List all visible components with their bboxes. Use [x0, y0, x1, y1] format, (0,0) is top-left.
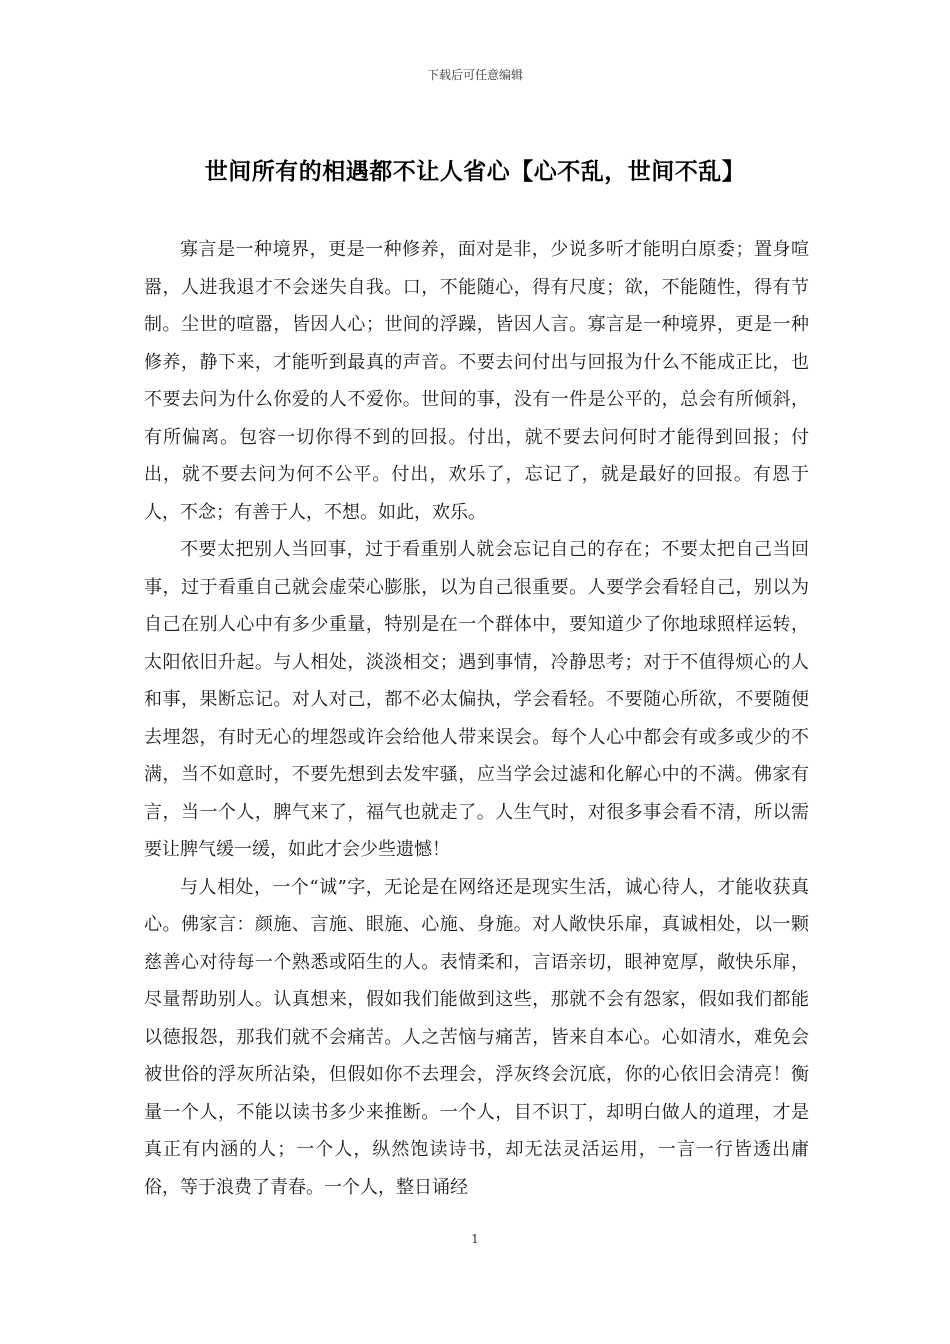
document-body — [144, 231, 809, 1206]
page-header-note: 下载后可任意编辑 — [426, 68, 523, 82]
paragraph-2: 不要太把别人当回事，过于看重别人就会忘记自己的存在；不要太把自己当回事，过于看重自己就会虚荣心膨胀，以为自己很重要。人要学会看轻自己，别以为自己在别人心中有多少重量，特别是在一个群体中，要知道少了你地球照样运转，太阳依旧升起。与人相处，淡淡相交；遇到事情，冷静思考；对于不值得烦心的人和事，果断忘记。对人对己，都不必太偏执，学会看轻。不要随心所欲，不要随便去埋怨，有时无心的埋怨或许会给他人带来误会。每个人心中都会有或多或少的不满，当不如意时，不要先想到去发牢骚，应当学会过滤和化解心中的不满。佛家有言，当一个人，脾气来了，福气也就走了。人生气时，对很多事会看不清，所以需要让脾气缓一缓，如此才会少些遗憾！ — [144, 539, 809, 860]
paragraph-1: 寡言是一种境界，更是一种修养，面对是非，少说多听才能明白原委；置身喧嚣，人进我退才不会迷失自我。口，不能随心，得有尺度；欲，不能随性，得有节制。尘世的喧嚣，皆因人心；世间的浮躁，皆因人言。寡言是一种境界，更是一种修养，静下来，才能听到最真的声音。不要去问付出与回报为什么不能成正比，也不要去问为什么你爱的人不爱你。世间的事，没有一件是公平的，总会有所倾斜，有所偏离。包容一切你得不到的回报。付出，就不要去问何时才能得到回报；付出，就不要去问为何不公平。付出，欢乐了，忘记了，就是最好的回报。有恩于人，不念；有善于人，不想。如此，欢乐。 — [144, 239, 809, 523]
document-title: 世间所有的相遇都不让人省心【心不乱，世间不乱】 — [204, 158, 746, 185]
page-number: 1 — [471, 1232, 479, 1246]
paragraph-3: 与人相处，一个“诚”字，无论是在网络还是现实生活，诚心待人，才能收获真心。佛家言：颜施、言施、眼施、心施、身施。对人敞快乐扉，真诚相处，以一颗慈善心对待每一个熟悉或陌生的人。表情柔和，言语亲切，眼神宽厚，敞快乐扉，尽量帮助别人。认真想来，假如我们能做到这些，那就不会有怨家，假如我们都能以德报怨，那我们就不会痛苦。人之苦恼与痛苦，皆来自本心。心如清水，难免会被世俗的浮灰所沾染，但假如你不去理会，浮灰终会沉底，你的心依旧会清亮！衡量一个人，不能以读书多少来推断。一个人，目不识丁，却明白做人的道理，才是真正有内涵的人；一个人，纵然饱读诗书，却无法灵活运用，一言一行皆透出庸俗，等于浪费了青春。一个人，整日诵经 — [144, 876, 809, 1198]
